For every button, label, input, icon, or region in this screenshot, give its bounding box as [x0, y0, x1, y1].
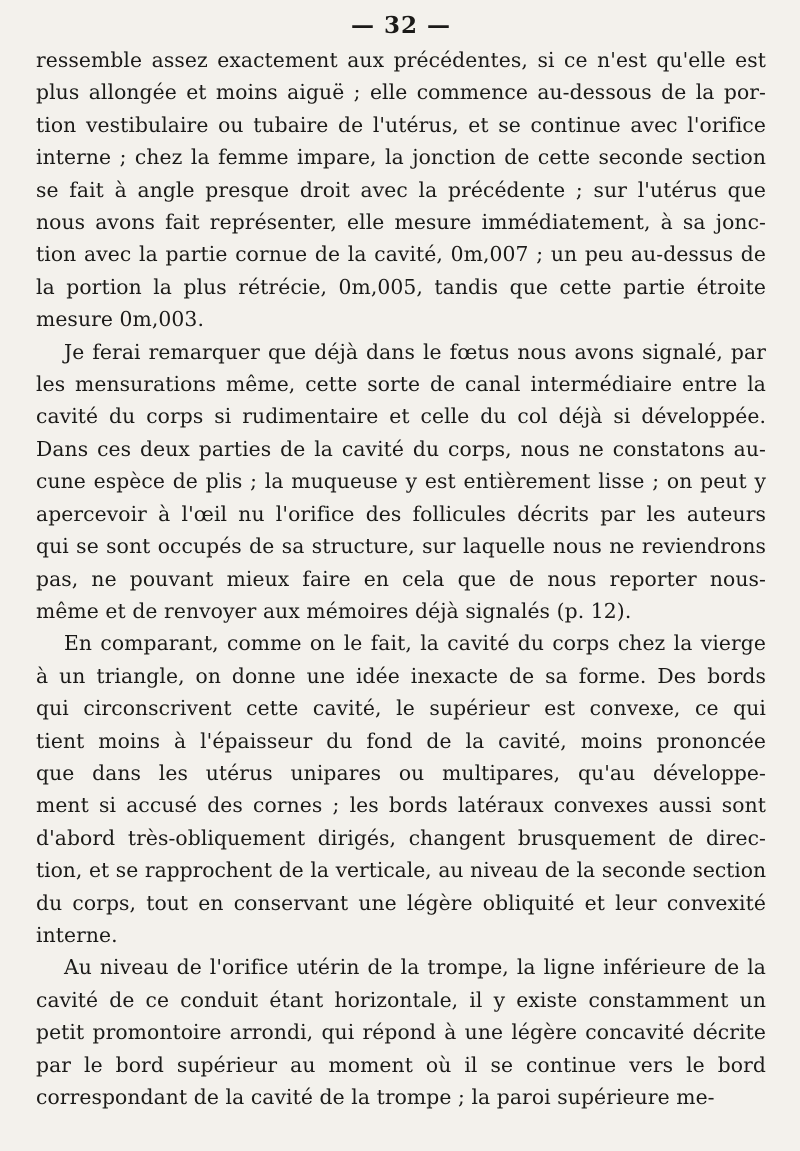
- body-text: [36, 44, 766, 1113]
- text-line: tion vestibulaire ou tubaire de l'utérus, et se continue avec l'orifice: [36, 112, 766, 137]
- text-line: cavité de ce conduit étant horizontale, il y existe constamment un: [36, 987, 766, 1012]
- text-line: tient moins à l'épaisseur du fond de la cavité, moins prononcée: [36, 728, 766, 753]
- text-line: Au niveau de l'orifice utérin de la trompe, la ligne inférieure de la: [64, 955, 766, 980]
- text-line: petit promontoire arrondi, qui répond à une légère concavité décrite: [36, 1020, 766, 1045]
- paragraph: [36, 627, 766, 951]
- page-number: — 32 —: [350, 12, 452, 39]
- text-line: Je ferai remarquer que déjà dans le fœtus nous avons signalé, par: [64, 339, 766, 364]
- text-line: la portion la plus rétrécie, 0m,005, tandis que cette partie étroite: [36, 274, 766, 299]
- text-line: plus allongée et moins aiguë ; elle commence au-dessous de la por-: [36, 80, 766, 105]
- text-line: Dans ces deux parties de la cavité du corps, nous ne constatons au-: [36, 436, 766, 461]
- text-line: mesure 0m,003.: [36, 307, 204, 332]
- paragraph: [36, 44, 766, 336]
- text-line: interne.: [36, 922, 118, 947]
- text-line: qui se sont occupés de sa structure, sur laquelle nous ne reviendrons: [36, 534, 766, 559]
- text-line: du corps, tout en conservant une légère obliquité et leur convexité: [36, 890, 766, 915]
- text-line: que dans les utérus unipares ou multipares, qu'au développe-: [36, 760, 766, 785]
- text-line: cavité du corps si rudimentaire et celle du col déjà si développée.: [36, 404, 766, 429]
- text-line: ment si accusé des cornes ; les bords latéraux convexes aussi sont: [36, 793, 766, 818]
- text-line: même et de renvoyer aux mémoires déjà signalés (p. 12).: [36, 598, 632, 623]
- text-line: les mensurations même, cette sorte de canal intermédiaire entre la: [36, 372, 766, 397]
- text-line: par le bord supérieur au moment où il se continue vers le bord: [36, 1052, 766, 1077]
- text-line: tion avec la partie cornue de la cavité, 0m,007 ; un peu au-dessus de: [36, 242, 766, 267]
- text-line: ressemble assez exactement aux précédentes, si ce n'est qu'elle est: [36, 48, 766, 72]
- text-line: apercevoir à l'œil nu l'orifice des follicules décrits par les auteurs: [36, 501, 766, 526]
- text-line: pas, ne pouvant mieux faire en cela que de nous reporter nous-: [36, 566, 766, 591]
- text-line: qui circonscrivent cette cavité, le supérieur est convexe, ce qui: [36, 696, 766, 721]
- paragraph: [36, 951, 766, 1113]
- text-line: nous avons fait représenter, elle mesure immédiatement, à sa jonc-: [36, 210, 766, 235]
- text-line: à un triangle, on donne une idée inexacte de sa forme. Des bords: [36, 663, 766, 688]
- text-line: se fait à angle presque droit avec la précédente ; sur l'utérus que: [36, 177, 766, 202]
- text-line: tion, et se rapprochent de la verticale, au niveau de la seconde section: [36, 858, 766, 883]
- text-line: cune espèce de plis ; la muqueuse y est entièrement lisse ; on peut y: [36, 469, 766, 494]
- text-line: interne ; chez la femme impare, la jonction de cette seconde section: [36, 145, 766, 170]
- text-line: correspondant de la cavité de la trompe ; la paroi supérieure me-: [36, 1085, 715, 1109]
- paragraph: [36, 336, 766, 628]
- text-line: d'abord très-obliquement dirigés, changent brusquement de direc-: [36, 825, 766, 850]
- text-line: En comparant, comme on le fait, la cavité du corps chez la vierge: [64, 631, 766, 656]
